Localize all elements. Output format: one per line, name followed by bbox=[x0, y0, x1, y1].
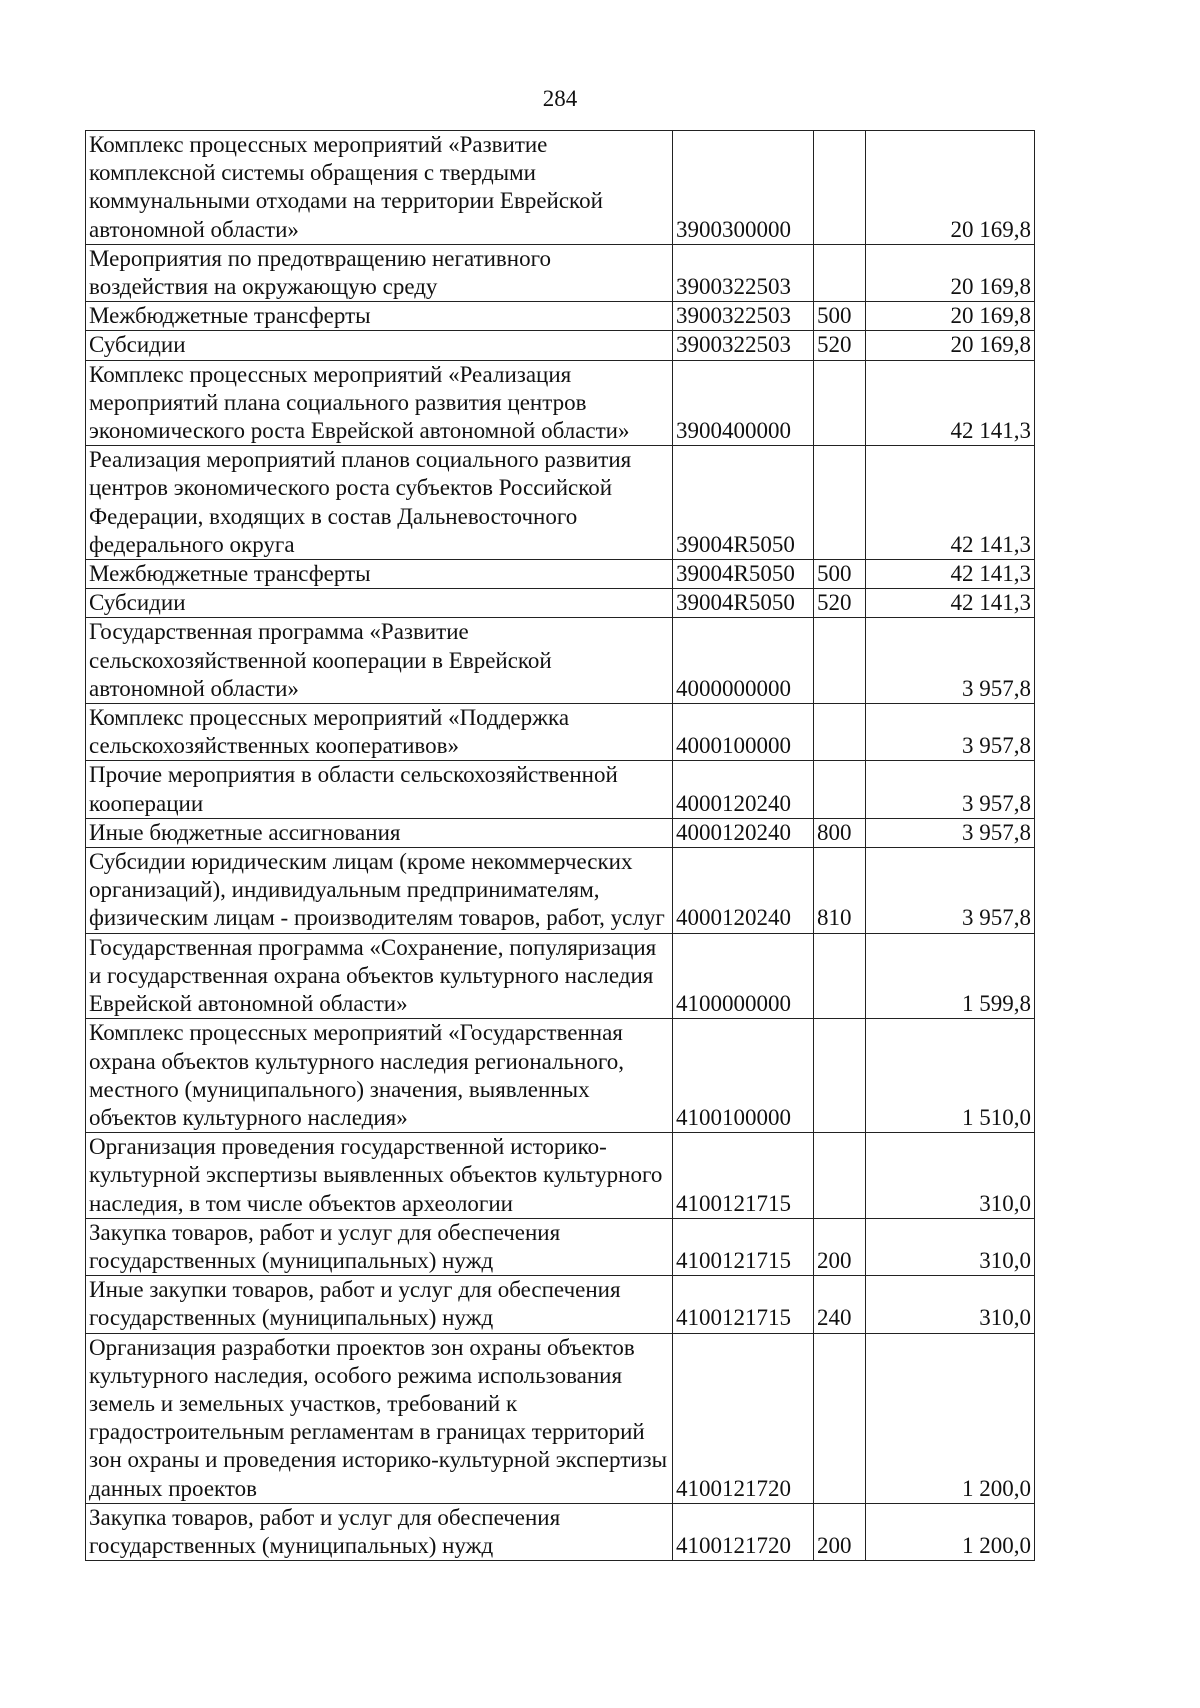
row-expense-type: 520 bbox=[814, 331, 866, 360]
row-name: Субсидии bbox=[86, 589, 673, 618]
row-amount: 42 141,3 bbox=[866, 589, 1035, 618]
row-expense-type bbox=[814, 1133, 866, 1219]
table-row bbox=[86, 360, 1035, 446]
row-amount: 1 200,0 bbox=[866, 1503, 1035, 1560]
page-number: 284 bbox=[542, 86, 578, 111]
row-amount: 3 957,8 bbox=[866, 761, 1035, 818]
table-row bbox=[86, 302, 1035, 331]
row-name: Иные закупки товаров, работ и услуг для обеспечения государственных (муниципальных) нужд bbox=[86, 1276, 673, 1333]
row-expense-type: 500 bbox=[814, 302, 866, 331]
row-target-code: 3900300000 bbox=[673, 131, 814, 245]
row-name: Государственная программа «Развитие сельскохозяйственной кооперации в Еврейской автономной области» bbox=[86, 618, 673, 704]
row-expense-type bbox=[814, 1333, 866, 1503]
budget-table-body bbox=[86, 131, 1035, 1561]
row-expense-type bbox=[814, 244, 866, 301]
row-target-code: 39004R5050 bbox=[673, 446, 814, 560]
row-name: Субсидии bbox=[86, 331, 673, 360]
row-target-code: 4000000000 bbox=[673, 618, 814, 704]
row-expense-type: 200 bbox=[814, 1503, 866, 1560]
row-expense-type bbox=[814, 704, 866, 761]
row-expense-type: 520 bbox=[814, 589, 866, 618]
row-amount: 3 957,8 bbox=[866, 618, 1035, 704]
row-amount: 310,0 bbox=[866, 1276, 1035, 1333]
table-row bbox=[86, 1276, 1035, 1333]
row-expense-type bbox=[814, 761, 866, 818]
row-target-code: 4100121715 bbox=[673, 1276, 814, 1333]
row-expense-type: 500 bbox=[814, 560, 866, 589]
table-row bbox=[86, 704, 1035, 761]
row-target-code: 4100000000 bbox=[673, 933, 814, 1019]
row-amount: 1 510,0 bbox=[866, 1019, 1035, 1133]
table-row bbox=[86, 1333, 1035, 1503]
row-target-code: 4000120240 bbox=[673, 761, 814, 818]
row-amount: 1 599,8 bbox=[866, 933, 1035, 1019]
row-name: Иные бюджетные ассигнования bbox=[86, 818, 673, 847]
row-amount: 1 200,0 bbox=[866, 1333, 1035, 1503]
table-row bbox=[86, 848, 1035, 934]
row-name: Межбюджетные трансферты bbox=[86, 302, 673, 331]
row-target-code: 39004R5050 bbox=[673, 589, 814, 618]
row-expense-type bbox=[814, 933, 866, 1019]
row-target-code: 4100100000 bbox=[673, 1019, 814, 1133]
row-target-code: 4000100000 bbox=[673, 704, 814, 761]
row-amount: 42 141,3 bbox=[866, 560, 1035, 589]
table-row bbox=[86, 589, 1035, 618]
table-row bbox=[86, 1133, 1035, 1219]
row-target-code: 4100121715 bbox=[673, 1218, 814, 1275]
row-amount: 20 169,8 bbox=[866, 131, 1035, 245]
row-name: Комплекс процессных мероприятий «Государственная охрана объектов культурного наследия регионального, местного (муниципального) значения, выявленных объектов культурного наследия» bbox=[86, 1019, 673, 1133]
row-expense-type bbox=[814, 131, 866, 245]
table-row bbox=[86, 618, 1035, 704]
table-row bbox=[86, 818, 1035, 847]
row-target-code: 3900322503 bbox=[673, 302, 814, 331]
row-amount: 310,0 bbox=[866, 1133, 1035, 1219]
row-name: Комплекс процессных мероприятий «Реализация мероприятий плана социального развития центров экономического роста Еврейской автономной области» bbox=[86, 360, 673, 446]
row-expense-type bbox=[814, 618, 866, 704]
table-row bbox=[86, 761, 1035, 818]
row-amount: 3 957,8 bbox=[866, 704, 1035, 761]
row-expense-type: 800 bbox=[814, 818, 866, 847]
row-target-code: 3900322503 bbox=[673, 331, 814, 360]
row-expense-type bbox=[814, 446, 866, 560]
row-target-code: 4100121720 bbox=[673, 1503, 814, 1560]
table-row bbox=[86, 131, 1035, 245]
row-target-code: 3900400000 bbox=[673, 360, 814, 446]
row-expense-type: 240 bbox=[814, 1276, 866, 1333]
table-row bbox=[86, 1019, 1035, 1133]
table-row bbox=[86, 560, 1035, 589]
row-name: Государственная программа «Сохранение, популяризация и государственная охрана объектов культурного наследия Еврейской автономной области» bbox=[86, 933, 673, 1019]
row-name: Мероприятия по предотвращению негативного воздействия на окружающую среду bbox=[86, 244, 673, 301]
row-amount: 3 957,8 bbox=[866, 818, 1035, 847]
row-name: Закупка товаров, работ и услуг для обеспечения государственных (муниципальных) нужд bbox=[86, 1503, 673, 1560]
table-row bbox=[86, 1218, 1035, 1275]
table-row bbox=[86, 244, 1035, 301]
row-target-code: 39004R5050 bbox=[673, 560, 814, 589]
row-name: Межбюджетные трансферты bbox=[86, 560, 673, 589]
row-name: Прочие мероприятия в области сельскохозяйственной кооперации bbox=[86, 761, 673, 818]
row-name: Субсидии юридическим лицам (кроме некоммерческих организаций), индивидуальным предпринимателям, физическим лицам - производителям товаров, работ, услуг bbox=[86, 848, 673, 934]
row-target-code: 4100121720 bbox=[673, 1333, 814, 1503]
row-name: Организация проведения государственной историко-культурной экспертизы выявленных объектов культурного наследия, в том числе объектов археологии bbox=[86, 1133, 673, 1219]
row-expense-type: 200 bbox=[814, 1218, 866, 1275]
row-amount: 42 141,3 bbox=[866, 446, 1035, 560]
table-row bbox=[86, 1503, 1035, 1560]
budget-table bbox=[85, 130, 1035, 1561]
row-expense-type: 810 bbox=[814, 848, 866, 934]
row-target-code: 4000120240 bbox=[673, 818, 814, 847]
row-name: Реализация мероприятий планов социального развития центров экономического роста субъектов Российской Федерации, входящих в состав Дальневосточного федерального округа bbox=[86, 446, 673, 560]
row-target-code: 4000120240 bbox=[673, 848, 814, 934]
table-row bbox=[86, 933, 1035, 1019]
row-name: Комплекс процессных мероприятий «Развитие комплексной системы обращения с твердыми коммунальными отходами на территории Еврейской автономной области» bbox=[86, 131, 673, 245]
table-row bbox=[86, 331, 1035, 360]
row-target-code: 4100121715 bbox=[673, 1133, 814, 1219]
row-amount: 42 141,3 bbox=[866, 360, 1035, 446]
row-name: Комплекс процессных мероприятий «Поддержка сельскохозяйственных кооперативов» bbox=[86, 704, 673, 761]
row-expense-type bbox=[814, 1019, 866, 1133]
row-amount: 3 957,8 bbox=[866, 848, 1035, 934]
row-name: Закупка товаров, работ и услуг для обеспечения государственных (муниципальных) нужд bbox=[86, 1218, 673, 1275]
row-expense-type bbox=[814, 360, 866, 446]
row-amount: 310,0 bbox=[866, 1218, 1035, 1275]
row-amount: 20 169,8 bbox=[866, 244, 1035, 301]
row-amount: 20 169,8 bbox=[866, 302, 1035, 331]
row-amount: 20 169,8 bbox=[866, 331, 1035, 360]
row-name: Организация разработки проектов зон охраны объектов культурного наследия, особого режима использования земель и земельных участков, требований к градостроительным регламентам в границах территорий зон охраны и проведения историко-культурной экспертизы данных проектов bbox=[86, 1333, 673, 1503]
table-row bbox=[86, 446, 1035, 560]
row-target-code: 3900322503 bbox=[673, 244, 814, 301]
